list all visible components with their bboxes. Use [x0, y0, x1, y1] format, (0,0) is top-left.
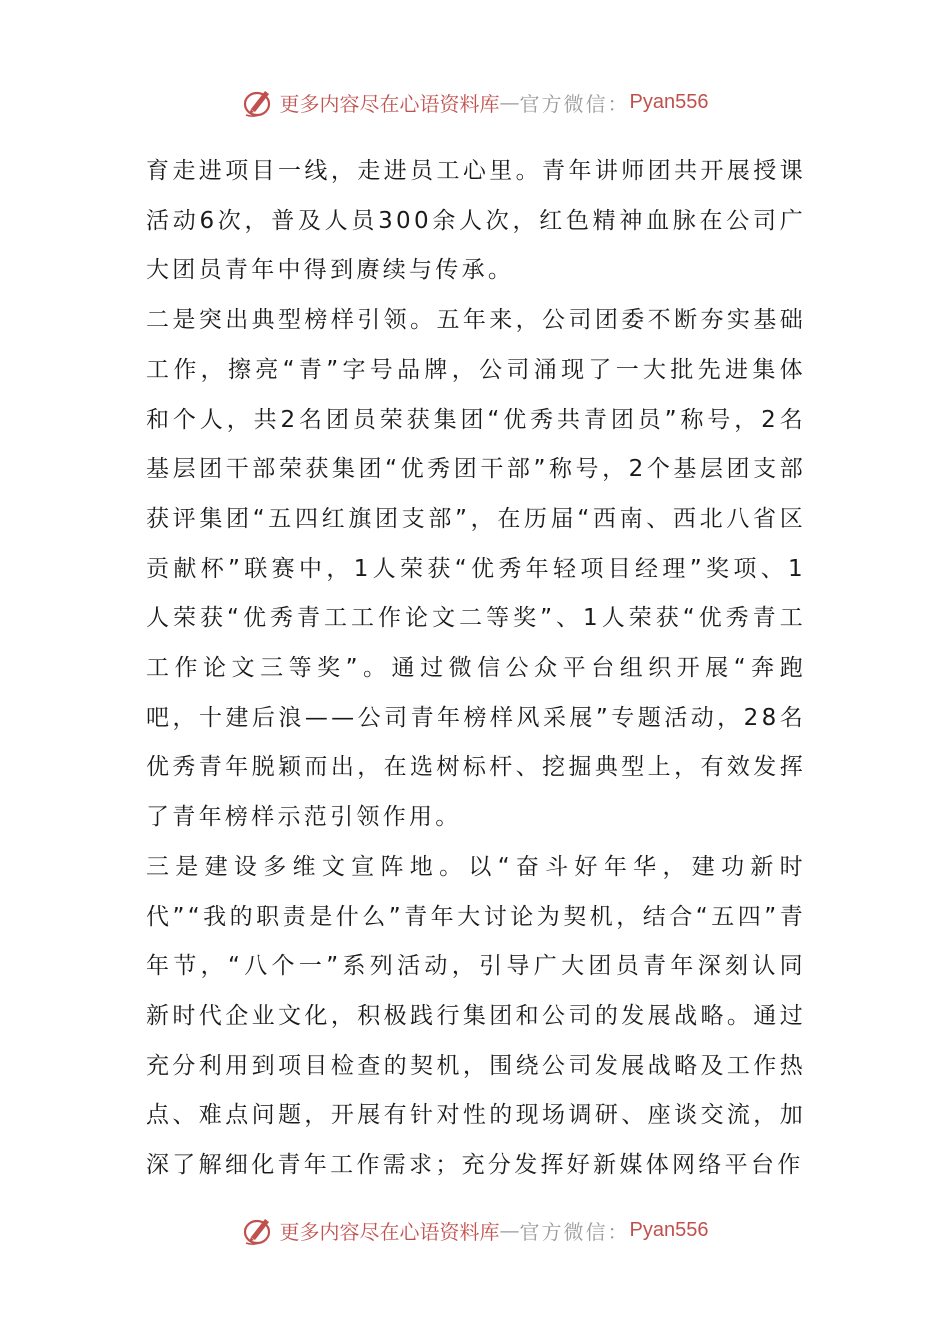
- official-wechat-label: 官方微信：: [519, 1219, 630, 1244]
- pen-logo-icon: [242, 85, 276, 119]
- official-wechat-label: 官方微信：: [519, 91, 630, 116]
- header-banner: [0, 82, 950, 122]
- document-body: [146, 147, 806, 1191]
- banner-dash: —: [499, 1218, 520, 1242]
- footer-banner: [0, 1210, 950, 1250]
- wechat-id: Pyan556: [629, 90, 709, 113]
- site-name: 更多内容尽在心语资料库: [279, 91, 500, 116]
- site-name: 更多内容尽在心语资料库: [279, 1219, 500, 1244]
- paragraph-publicity: 三是建设多维文宣阵地。以“奋斗好年华，建功新时代”“我的职责是什么”青年大讨论为契机，结合“五四”青年节，“八个一”系列活动，引导广大团员青年深刻认同新时代企业文化，积极践行集团和公司的发展战略。通过充分利用到项目检查的契机，围绕公司发展战略及工作热点、难点问题，开展有针对性的现场调研、座谈交流，加深了解细化青年工作需求；充分发挥好新媒体网络平台作: [146, 853, 806, 1179]
- pen-logo-icon: [242, 1213, 276, 1247]
- banner-dash: —: [499, 90, 520, 114]
- paragraph-continuation: 育走进项目一线，走进员工心里。青年讲师团共开展授课活动6次，普及人员300余人次，红色精神血脉在公司广大团员青年中得到赓续与传承。: [146, 158, 806, 284]
- wechat-id: Pyan556: [629, 1218, 709, 1241]
- paragraph-role-models: 二是突出典型榜样引领。五年来，公司团委不断夯实基础工作，擦亮“青”字号品牌，公司涌现了一大批先进集体和个人，共2名团员荣获集团“优秀共青团员”称号，2名基层团干部荣获集团“优秀团干部”称号，2个基层团支部获评集团“五四红旗团支部”，在历届“西南、西北八省区贡献杯”联赛中，1人荣获“优秀年轻项目经理”奖项、1人荣获“优秀青工工作论文二等奖”、1人荣获“优秀青工工作论文三等奖”。通过微信公众平台组织开展“奔跑吧，十建后浪——公司青年榜样风采展”专题活动，28名优秀青年脱颖而出，在选树标杆、挖掘典型上，有效发挥了青年榜样示范引领作用。: [146, 307, 806, 831]
